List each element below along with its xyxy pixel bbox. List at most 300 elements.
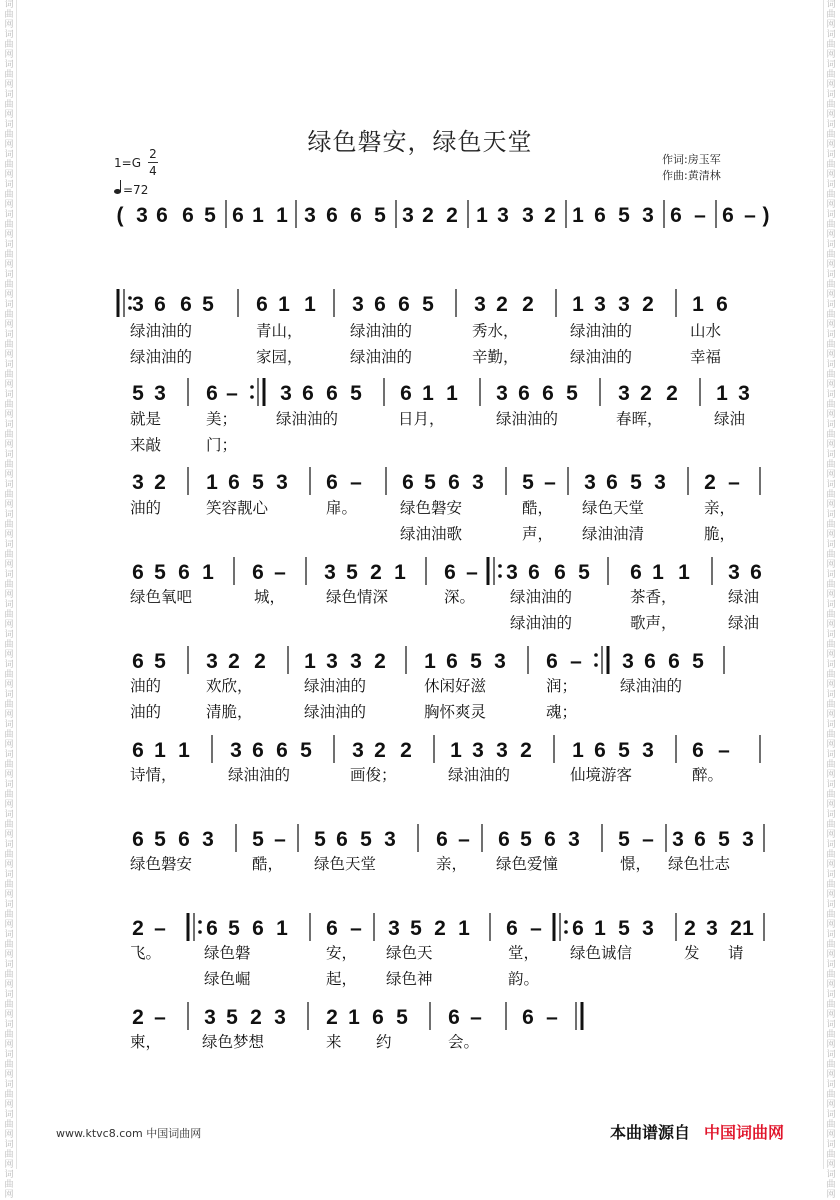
note: 3 [496,382,508,405]
note: 6 [132,739,144,762]
lyric: 清脆， [206,703,253,721]
note: 2 [730,917,742,940]
note: 2 [250,1006,262,1029]
note: 6 [644,650,656,673]
dash: – [154,1006,166,1029]
note: 6 [326,382,338,405]
note: 6 [594,204,606,227]
note: 5 [252,828,264,851]
lyric: 绿油油的 [496,410,559,428]
note: 1 [446,382,458,405]
note: 2 [642,293,654,316]
lyric: 山水 [690,322,722,340]
note: 6 [350,204,362,227]
note: 6 [694,828,706,851]
lyric: 幸福 [690,348,722,366]
lyric: 画俊； [350,766,397,784]
note: 1 [348,1006,360,1029]
note: 3 [496,739,508,762]
lyric: 发 [684,944,700,962]
note: 6 [232,204,244,227]
note: 3 [622,650,634,673]
note: 5 [618,739,630,762]
lyric: 绿油油的 [130,322,193,340]
note: 6 [722,204,734,227]
lyric: 酷， [522,499,554,517]
note: 1 [276,917,288,940]
note: 3 [384,828,396,851]
lyric: 约 [376,1033,392,1051]
note: 6 [302,382,314,405]
note: 5 [522,471,534,494]
lyric: 绿油油的 [570,322,633,340]
note: 5 [360,828,372,851]
repeat-dot [564,920,568,924]
tempo-value: =72 [123,183,149,197]
note: 6 [572,917,584,940]
lyric: 绿油 [728,588,760,606]
composer: 作曲:黄清林 [662,169,721,182]
lyric: 仙境游客 [570,766,633,784]
note: 5 [578,561,590,584]
lyric: 绿油油的 [448,766,511,784]
note: 6 [670,204,682,227]
lyric: 胸怀爽灵 [424,703,487,721]
note: 2 [228,650,240,673]
dash: – [458,828,470,851]
note: 2 [370,561,382,584]
note: 2 [496,293,508,316]
note: 2 [326,1006,338,1029]
repeat-dot [498,574,502,578]
note: 3 [594,293,606,316]
lyric: 绿色氧吧 [130,588,193,606]
lyric: 绿色爱憧 [496,855,559,873]
note: 2 [640,382,652,405]
note: 3 [618,293,630,316]
lyric: 扉。 [326,499,358,517]
note: 1 [742,917,754,940]
note: 3 [706,917,718,940]
dash: – [728,471,740,494]
lyric: 油的 [130,499,162,517]
note: 2 [132,917,144,940]
lyric: 绿油油的 [620,677,683,695]
note: 1 [206,471,218,494]
note: 6 [132,650,144,673]
note: 5 [566,382,578,405]
note: 6 [716,293,728,316]
note: 6 [444,561,456,584]
note: 6 [398,293,410,316]
lyric: 绿色天 [386,944,433,962]
note: 6 [402,471,414,494]
note: 6 [132,828,144,851]
lyric: 绿色梦想 [202,1033,265,1051]
note: 6 [154,293,166,316]
note: 6 [750,561,762,584]
lyric: 亲， [436,855,468,873]
lyric: 春晖， [616,410,663,428]
note: 5 [228,917,240,940]
note: 3 [326,650,338,673]
note: 3 [206,650,218,673]
lyric: 绿色磐安 [400,499,463,517]
repeat-dot [250,385,254,389]
lyric: 绿色磐安 [130,855,193,873]
note: 6 [372,1006,384,1029]
lyric: 城， [254,588,286,606]
lyric: 油的 [130,703,162,721]
dash: – [642,828,654,851]
note: 1 [424,650,436,673]
meter-bottom: 4 [149,164,157,178]
lyric: 绿色诚信 [570,944,633,962]
lyric: 绿油油的 [228,766,291,784]
note: 1 [572,739,584,762]
note: 5 [154,561,166,584]
lyric: 家园， [256,348,303,366]
lyric: 安， [326,944,358,962]
lyric: 绿油油的 [510,614,573,632]
note: 3 [204,1006,216,1029]
lyric: 润； [546,677,578,695]
lyric: 绿油 [728,614,760,632]
note: 3 [132,293,144,316]
lyric: 诗情， [130,766,177,784]
lyric: 绿油油的 [350,348,413,366]
note: 2 [446,204,458,227]
note: 5 [226,1006,238,1029]
note: 5 [346,561,358,584]
note: 5 [630,471,642,494]
lyric: 绿油油的 [350,322,413,340]
note: 1 [394,561,406,584]
dash: – [546,1006,558,1029]
repeat-dot [564,930,568,934]
note: 6 [518,382,530,405]
lyric: 绿油 [714,410,746,428]
note: 3 [494,650,506,673]
note: 5 [618,828,630,851]
note: 5 [202,293,214,316]
note: 1 [304,293,316,316]
lyric: 酷， [252,855,284,873]
dash: – [530,917,542,940]
key-signature: 1=G [114,156,141,170]
note: 1 [716,382,728,405]
note: 6 [180,293,192,316]
song-title: 绿色磐安，绿色天堂 [307,128,533,156]
dash: – [470,1006,482,1029]
lyric: 请 [728,944,744,962]
note: 1 [422,382,434,405]
note: 1 [652,561,664,584]
note: 3 [132,471,144,494]
note: 6 [178,828,190,851]
note: 5 [618,917,630,940]
lyric: 绿油油的 [130,348,193,366]
note: 2 [704,471,716,494]
lyric: 会。 [448,1033,480,1051]
repeat-dot [594,653,598,657]
note: 5 [718,828,730,851]
repeat-dot [594,663,598,667]
note: 6 [132,561,144,584]
lyric: 绿色天堂 [582,499,645,517]
note: 5 [520,828,532,851]
note: 3 [276,471,288,494]
paren: ) [762,204,770,227]
note: 5 [204,204,216,227]
dash: – [544,471,556,494]
note: 6 [448,471,460,494]
lyric: 韵。 [508,970,540,988]
dash: – [466,561,478,584]
note: 6 [606,471,618,494]
repeat-dot [198,920,202,924]
watermark-right: 词曲网词曲网词曲网词曲网词曲网词曲网词曲网词曲网词曲网词曲网词曲网词曲网词曲网词曲网词曲网词曲网词曲网词曲网词曲网词曲网词曲网词曲网词曲网词曲网词曲网词曲网词曲网词曲网词曲网词曲网词曲网词曲网词曲网词曲网词曲网词曲网词曲网词曲网词曲网词曲网 [823,0,838,1169]
note: 6 [446,650,458,673]
note: 3 [474,293,486,316]
lyric: 来 [326,1033,342,1051]
note: 5 [422,293,434,316]
note: 6 [252,561,264,584]
note: 1 [178,739,190,762]
note: 6 [630,561,642,584]
note: 2 [400,739,412,762]
note: 6 [506,917,518,940]
note: 5 [618,204,630,227]
note: 3 [136,204,148,227]
note: 6 [374,293,386,316]
note: 3 [352,293,364,316]
note: 6 [668,650,680,673]
note: 5 [410,917,422,940]
note: 3 [352,739,364,762]
lyric: 茶香， [630,588,677,606]
note: 5 [154,650,166,673]
note: 3 [618,382,630,405]
lyric: 绿油油歌 [400,525,463,543]
note: 3 [388,917,400,940]
note: 2 [254,650,266,673]
note: 2 [684,917,696,940]
note: 6 [326,471,338,494]
lyric: 日月， [398,410,445,428]
dash: – [350,917,362,940]
dash: – [718,739,730,762]
lyric: 堂， [508,944,540,962]
note: 3 [642,917,654,940]
note: 6 [206,382,218,405]
note: 5 [132,382,144,405]
note: 6 [594,739,606,762]
note: 1 [304,650,316,673]
note: 1 [154,739,166,762]
note: 2 [374,650,386,673]
note: 1 [202,561,214,584]
dash: – [694,204,706,227]
lyric: 绿色壮志 [668,855,731,873]
note: 5 [252,471,264,494]
note: 3 [230,739,242,762]
note: 1 [678,561,690,584]
dash: – [350,471,362,494]
lyric: 绿色情深 [326,588,389,606]
note: 5 [314,828,326,851]
note: 5 [424,471,436,494]
footer-source [610,1120,784,1143]
note: 6 [178,561,190,584]
note: 1 [476,204,488,227]
note: 5 [154,828,166,851]
note: 2 [154,471,166,494]
dash: – [570,650,582,673]
lyric: 绿油油的 [276,410,339,428]
note: 1 [692,293,704,316]
lyric: 绿油油的 [304,703,367,721]
note: 3 [402,204,414,227]
lyric: 青山， [256,322,303,340]
note: 6 [252,917,264,940]
note: 2 [522,293,534,316]
lyric: 秀水， [472,322,519,340]
note: 3 [584,471,596,494]
note: 6 [522,1006,534,1029]
note: 6 [326,917,338,940]
lyric: 深。 [444,588,476,606]
note: 3 [280,382,292,405]
note: 6 [276,739,288,762]
note: 1 [572,204,584,227]
lyric: 美； [206,410,238,428]
note: 3 [742,828,754,851]
note: 6 [336,828,348,851]
note: 5 [396,1006,408,1029]
lyric: 歌声， [630,614,677,632]
note: 6 [228,471,240,494]
note: 1 [572,293,584,316]
note: 3 [738,382,750,405]
note: 3 [324,561,336,584]
lyric: 绿油油的 [510,588,573,606]
lyric: 憬， [620,855,652,873]
paren: ( [116,204,124,227]
note: 3 [472,471,484,494]
note: 3 [202,828,214,851]
dash: – [744,204,756,227]
note: 2 [422,204,434,227]
note: 5 [374,204,386,227]
note: 3 [654,471,666,494]
note: 3 [274,1006,286,1029]
note: 6 [692,739,704,762]
note: 3 [642,204,654,227]
lyric: 来敲 [130,436,162,454]
note: 3 [497,204,509,227]
dash: – [274,828,286,851]
note: 6 [256,293,268,316]
note: 1 [276,204,288,227]
note: 3 [728,561,740,584]
note: 3 [154,382,166,405]
meter-top: 2 [149,147,157,161]
lyric: 声， [522,525,554,543]
note: 3 [304,204,316,227]
note: 2 [666,382,678,405]
lyric: 绿色磐 [204,944,251,962]
lyric: 油的 [130,677,162,695]
dash: – [226,382,238,405]
note: 1 [458,917,470,940]
note: 6 [498,828,510,851]
note: 1 [278,293,290,316]
note: 2 [132,1006,144,1029]
lyric: 笑容靓心 [206,499,269,517]
lyric: 绿色天堂 [314,855,377,873]
note: 1 [594,917,606,940]
lyric: 飞。 [130,944,162,962]
footer-source-label: 本曲谱源自 [610,1123,691,1142]
note: 1 [252,204,264,227]
note: 6 [546,650,558,673]
note: 6 [156,204,168,227]
note: 5 [692,650,704,673]
note: 1 [450,739,462,762]
dash: – [274,561,286,584]
lyric: 魂； [546,703,578,721]
note: 3 [350,650,362,673]
note: 6 [436,828,448,851]
lyric: 休闲好滋 [424,677,487,695]
note: 6 [182,204,194,227]
lyric: 绿色神 [386,970,433,988]
note: 3 [472,739,484,762]
note: 3 [568,828,580,851]
watermark-left: 词曲网词曲网词曲网词曲网词曲网词曲网词曲网词曲网词曲网词曲网词曲网词曲网词曲网词曲网词曲网词曲网词曲网词曲网词曲网词曲网词曲网词曲网词曲网词曲网词曲网词曲网词曲网词曲网词曲网词曲网词曲网词曲网词曲网词曲网词曲网词曲网词曲网词曲网词曲网词曲网 [2,0,17,1169]
note: 2 [434,917,446,940]
note: 6 [554,561,566,584]
note: 2 [374,739,386,762]
note: 5 [470,650,482,673]
note: 2 [520,739,532,762]
note: 5 [350,382,362,405]
dash: – [154,917,166,940]
note: 3 [642,739,654,762]
lyric: 亲， [704,499,736,517]
note: 3 [672,828,684,851]
note: 6 [542,382,554,405]
note: 6 [528,561,540,584]
note: 6 [400,382,412,405]
note: 6 [448,1006,460,1029]
lyric: 门； [206,436,238,454]
lyric: 醉。 [692,766,724,784]
note: 5 [300,739,312,762]
note: 6 [252,739,264,762]
repeat-dot [198,930,202,934]
footer-brand: 中国词曲网 [704,1123,785,1142]
note: 3 [506,561,518,584]
lyric: 起， [326,970,358,988]
note: 6 [206,917,218,940]
note: 6 [326,204,338,227]
lyric: 柬， [130,1033,162,1051]
lyric: 就是 [130,410,162,428]
lyric: 绿油油的 [570,348,633,366]
repeat-dot [498,564,502,568]
